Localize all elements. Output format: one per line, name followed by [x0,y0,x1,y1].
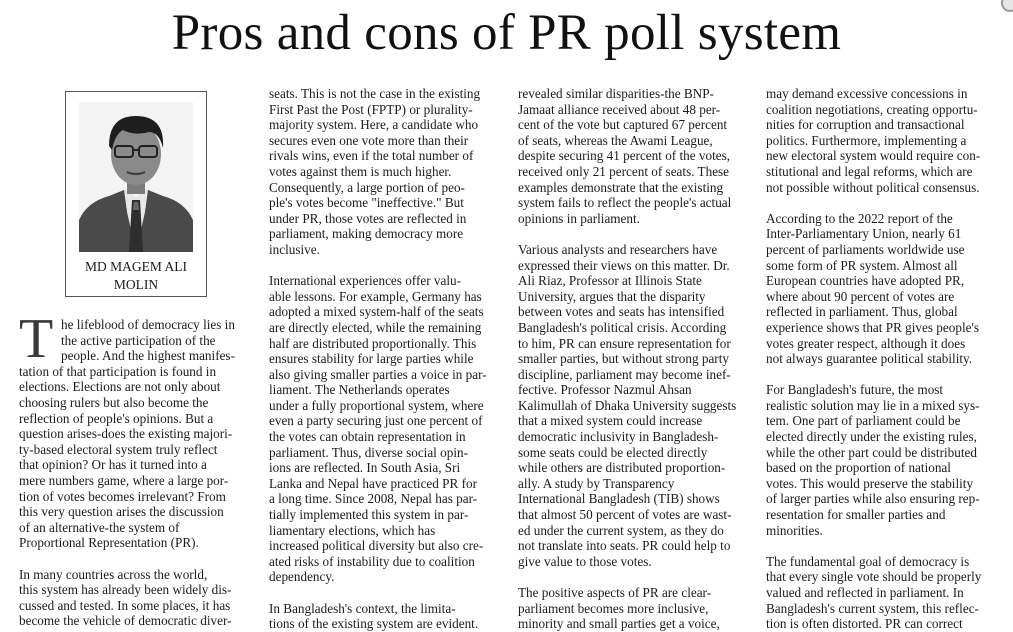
text-line: tem. One part of parliament could be [766,413,961,429]
text-line: The positive aspects of PR are clear- [518,585,712,600]
text-line: parliament. Thus, diverse social opin- [269,444,468,460]
text-line: where about 90 percent of votes are [766,288,955,304]
paragraph-gap [518,226,756,242]
author-name-line-2: MOLIN [113,277,159,292]
paragraph-gap [766,538,1006,554]
text-line: elected directly under the existing rules, [766,429,977,445]
text-line: elections. Elections are not only about [19,379,221,395]
text-line: are directly elected, while the remaining [269,319,482,335]
text-line: Jamaat alliance received about 48 per- [518,101,721,117]
text-line: he lifeblood of democracy lies in [61,317,235,332]
text-line: the votes can obtain representation in [269,429,466,445]
text-line: seats. This is not the case in the existing [269,86,481,101]
text-line: not translate into seats. PR could help to [518,538,731,554]
text-line: become the vehicle of democratic diver- [19,613,232,629]
text-line: liament. The Netherlands operates [269,382,450,398]
text-line: the active participation of the [61,332,216,348]
text-line: mere numbers game, where a large por- [19,472,229,488]
text-line: received only 21 percent of seats. These [518,163,730,179]
text-line: ensures stability for large parties while [269,351,474,367]
text-line: ally. A study by Transparency [518,475,675,491]
text-line: while others are distributed proportion- [518,460,726,476]
text-line: inclusive. [269,241,320,257]
text-line: reflection of people's opinions. But a [19,410,214,426]
text-line: percent of parliaments worldwide use [766,241,965,257]
headline: Pros and cons of PR poll system [171,5,842,61]
text-line: discipline, parliament may become inef- [518,366,731,382]
text-line: International Bangladesh (TIB) shows [518,491,720,507]
text-line: ated risks of instability due to coalition [269,553,475,569]
text-line: liamentary elections, which has [269,522,436,538]
column-1 [19,317,255,629]
text-line: examples demonstrate that the existing [518,179,724,195]
text-line: experience shows that PR gives people's [766,319,979,335]
text-line: not possible without political consensus. [766,179,980,195]
text-line: University, argues that the disparity [518,288,706,304]
text-line: may demand excessive concessions in [766,86,968,101]
text-line: In many countries across the world, [19,566,208,582]
text-line: people. And the highest manifes- [61,348,235,364]
text-line: minority and small parties get a voice, [518,616,720,632]
text-line: that every single vote should be properly [766,569,982,585]
text-line: some seats could be elected directly [518,444,708,460]
text-line: In Bangladesh's context, the limita- [269,600,456,616]
text-line: cussed and tested. In some places, it has [19,597,231,613]
text-line: adopted a mixed system-half of the seats [269,304,484,320]
text-line: realistic solution may lie in a mixed sys- [766,397,980,413]
text-line: despite securing 41 percent of the votes, [518,148,731,164]
text-line: coalition negotiations, creating opportu- [766,101,978,117]
text-line: parliament becomes more inclusive, [518,600,709,616]
drop-cap: T [19,308,54,370]
text-line: while the other part could be distributed [766,444,977,460]
text-line: opinions in parliament. [518,210,640,226]
text-line: Consequently, a large portion of peo- [269,179,465,195]
author-name-line-1: MD MAGEM ALI [84,259,187,274]
text-line: even a party securing just one percent of [269,413,483,429]
paragraph-gap [518,569,756,585]
paragraph-gap [269,585,507,601]
text-line: to him, PR can ensure representation for [518,335,731,351]
text-line: valued and reflected in parliament. In [766,585,964,600]
paragraph-gap [269,258,507,274]
column-3 [518,86,756,632]
text-line: First Past the Post (FPTP) or plurality- [269,101,473,117]
text-line: able lessons. For example, Germany has [269,288,482,304]
text-line: stitutional and legal reforms, which are [766,163,973,179]
text-line: International experiences offer valu- [269,273,461,289]
text-line: Kalimullah of Dhaka University suggests [518,397,737,413]
text-line: Proportional Representation (PR). [19,535,199,551]
text-line: smaller parties, but without strong party [518,351,729,367]
text-line: that a mixed system could increase [518,413,703,429]
text-line: Bangladesh's current system, this reflec- [766,600,979,616]
text-line: votes. This would preserve the stability [766,475,974,491]
text-line: nities for corruption and transactional [766,117,965,133]
text-line: of an alternative-the system of [19,519,180,535]
text-line: tation of that participation is found in [19,363,217,379]
column-4 [766,86,1006,632]
text-line: tion of votes becomes irrelevant? From [19,488,226,504]
author-portrait-image [79,102,193,252]
text-line: this very question arises the discussion [19,504,224,520]
text-line: votes greater respect, although it does [766,335,966,351]
text-line: choosing rulers but also become the [19,394,209,410]
text-line: tions of the existing system are evident. [269,616,479,632]
text-line: ed under the current system, as they do [518,522,724,538]
text-line: expressed their views on this matter. Dr. [518,257,730,273]
text-line: that opinion? Or has it turned into a [19,457,207,473]
text-line: not always guarantee political stability. [766,351,973,367]
text-line: reflected in parliament. Thus, global [766,304,958,320]
text-line: Ali Riaz, Professor at Illinois State [518,273,702,289]
paragraph-gap [19,551,255,567]
text-line: question arises-does the existing majori- [19,426,233,442]
author-box [65,91,207,297]
text-line: that almost 50 percent of votes are wast- [518,507,732,523]
text-line: democratic inclusivity in Bangladesh- [518,429,719,445]
author-photo [79,102,193,252]
text-line: votes against them is much higher. [269,163,452,179]
text-line: tially implemented this system in par- [269,507,469,523]
text-line: According to the 2022 report of the [766,210,953,226]
author-name [66,258,206,294]
text-line: give value to those votes. [518,553,652,569]
text-line: also giving smaller parties a voice in par- [269,366,487,382]
paragraph-gap [766,195,1006,211]
text-line: ions are reflected. In South Asia, Sri [269,460,461,476]
text-line: politics. Furthermore, implementing a [766,132,967,148]
text-line: of seats, whereas the Awami League, [518,132,713,148]
paragraph-gap [766,367,1006,383]
text-line: rivals wins, even if the total number of [269,148,474,164]
text-line: system fails to reflect the people's actual [518,195,732,211]
text-line: half are distributed proportionally. This [269,335,477,351]
text-line: For Bangladesh's future, the most [766,382,944,398]
text-line: fective. Professor Nazmul Ahsan [518,382,692,398]
text-line: this system has already been widely dis- [19,582,232,598]
text-line: Lanka and Nepal have practiced PR for [269,475,477,491]
text-line: European countries have adopted PR, [766,273,965,289]
text-line: Various analysts and researchers have [518,241,718,257]
text-line: under PR, those votes are reflected in [269,210,467,226]
text-line: ple's votes become "ineffective." But [269,195,464,211]
text-line: Inter-Parliamentary Union, nearly 61 [766,226,962,242]
text-line: The fundamental goal of democracy is [766,553,970,569]
text-line: revealed similar disparities-the BNP- [518,86,714,101]
text-line: under a fully proportional system, where [269,397,484,413]
text-line: of larger parties while also ensuring rep- [766,491,980,507]
text-line: ty-based electoral system truly reflect [19,441,218,457]
text-line: minorities. [766,522,823,538]
text-line: a long time. Since 2008, Nepal has par- [269,491,478,507]
text-line: between votes and seats has intensified [518,304,725,320]
text-line: resentation for smaller parties and [766,507,946,523]
text-line: Bangladesh's political crisis. According [518,319,727,335]
text-line: some form of PR system. Almost all [766,257,958,273]
text-line: tion is often distorted. PR can correct [766,616,963,632]
text-line: cent of the vote but captured 67 percent [518,117,728,133]
text-line: parliament, making democracy more [269,226,464,242]
text-line: majority system. Here, a candidate who [269,117,479,133]
text-line: new electoral system would require con- [766,148,981,164]
text-line: increased political diversity but also cre- [269,538,484,554]
text-line: secures even one vote more than their [269,132,469,148]
text-line: dependency. [269,569,335,585]
column-2 [269,86,507,632]
text-line: based on the proportion of national [766,460,951,476]
